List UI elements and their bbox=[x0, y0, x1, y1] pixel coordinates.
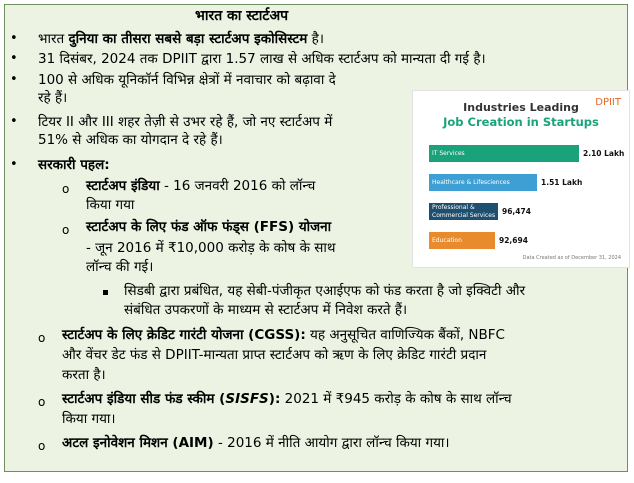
startup-india-line: स्टार्टअप इंडिया - 16 जनवरी 2016 को लॉन्च bbox=[86, 178, 316, 194]
ffs-line-3: लॉन्च की गई। bbox=[86, 259, 154, 275]
sidbi-line-1: सिडबी द्वारा प्रबंधित, यह सेबी-पंजीकृत एआईएफ को फंड करता है जो इक्विटी और bbox=[124, 283, 526, 299]
cgss-line-1: स्टार्टअप के लिए क्रेडिट गारंटी योजना (CGSS): यह अनुसूचित वाणिज्यिक बैंकों, NBFC bbox=[62, 327, 505, 343]
gov-heading: सरकारी पहल: bbox=[38, 157, 110, 173]
bar-0: IT Services bbox=[429, 145, 579, 162]
bar-value-0: 2.10 Lakh bbox=[583, 149, 625, 158]
heading: भारत का स्टार्टअप bbox=[195, 8, 289, 24]
bullet-dot: • bbox=[10, 114, 18, 129]
sisfs-line-2: किया गया। bbox=[62, 411, 116, 427]
bullet-dot: • bbox=[10, 51, 18, 66]
circle-bullet: o bbox=[62, 223, 70, 237]
circle-bullet: o bbox=[38, 395, 46, 409]
bar-3: Education bbox=[429, 232, 495, 249]
line-3a: 100 से अधिक यूनिकॉर्न विभिन्न क्षेत्रों में नवाचार को बढ़ावा दे bbox=[38, 72, 336, 88]
bar-value-1: 1.51 Lakh bbox=[541, 178, 583, 187]
aim-line: अटल इनोवेशन मिशन (AIM) - 2016 में नीति आयोग द्वारा लॉन्च किया गया। bbox=[62, 435, 450, 451]
infographic-title: Industries Leading bbox=[463, 101, 579, 114]
infographic-card bbox=[412, 90, 630, 268]
sisfs-line-1: स्टार्टअप इंडिया सीड फंड स्कीम (SISFS): 2021 में ₹945 करोड़ के कोष के साथ लॉन्च bbox=[62, 391, 512, 407]
ffs-title: स्टार्टअप के लिए फंड ऑफ फंड्स (FFS) योजना bbox=[86, 219, 332, 235]
sidbi-line-2: संबंधित उपकरणों के माध्यम से स्टार्टअप में निवेश करते हैं। bbox=[124, 302, 408, 318]
bullet-dot: • bbox=[10, 72, 18, 87]
infographic-footnote: Data Created as of December 31, 2024 bbox=[522, 255, 621, 261]
bullet-dot: • bbox=[10, 31, 18, 46]
bar-2: Professional & Commercial Services bbox=[429, 203, 498, 220]
line-1: भारत दुनिया का तीसरा सबसे बड़ा स्टार्टअप इकोसिस्टम है। bbox=[38, 31, 324, 47]
bar-value-2: 96,474 bbox=[502, 207, 531, 216]
startup-india-line-2: किया गया bbox=[86, 197, 135, 213]
circle-bullet: o bbox=[62, 182, 70, 196]
dpiit-logo: DPIIT bbox=[595, 97, 621, 108]
square-bullet bbox=[103, 290, 108, 295]
bullet-dot: • bbox=[10, 157, 18, 172]
bar-value-3: 92,694 bbox=[499, 236, 528, 245]
circle-bullet: o bbox=[38, 439, 46, 453]
bar-1: Healthcare & Lifesciences bbox=[429, 174, 537, 191]
line-4b: 51% से अधिक का योगदान दे रहे हैं। bbox=[38, 132, 223, 148]
cgss-line-3: करता है। bbox=[62, 367, 106, 383]
cgss-line-2: और वेंचर डेट फंड से DPIIT-मान्यता प्राप्त स्टार्टअप को ऋण के लिए क्रेडिट गारंटी प्रदान bbox=[62, 347, 487, 363]
ffs-line-2: - जून 2016 में ₹10,000 करोड़ के कोष के साथ bbox=[86, 240, 336, 256]
infographic-subtitle: Job Creation in Startups bbox=[443, 115, 599, 129]
line-3b: रहे हैं। bbox=[38, 90, 68, 106]
line-2: 31 दिसंबर, 2024 तक DPIIT द्वारा 1.57 लाख से अधिक स्टार्टअप को मान्यता दी गई है। bbox=[38, 51, 486, 67]
circle-bullet: o bbox=[38, 331, 46, 345]
line-4a: टियर II और III शहर तेज़ी से उभर रहे हैं, जो नए स्टार्टअप में bbox=[38, 114, 333, 130]
